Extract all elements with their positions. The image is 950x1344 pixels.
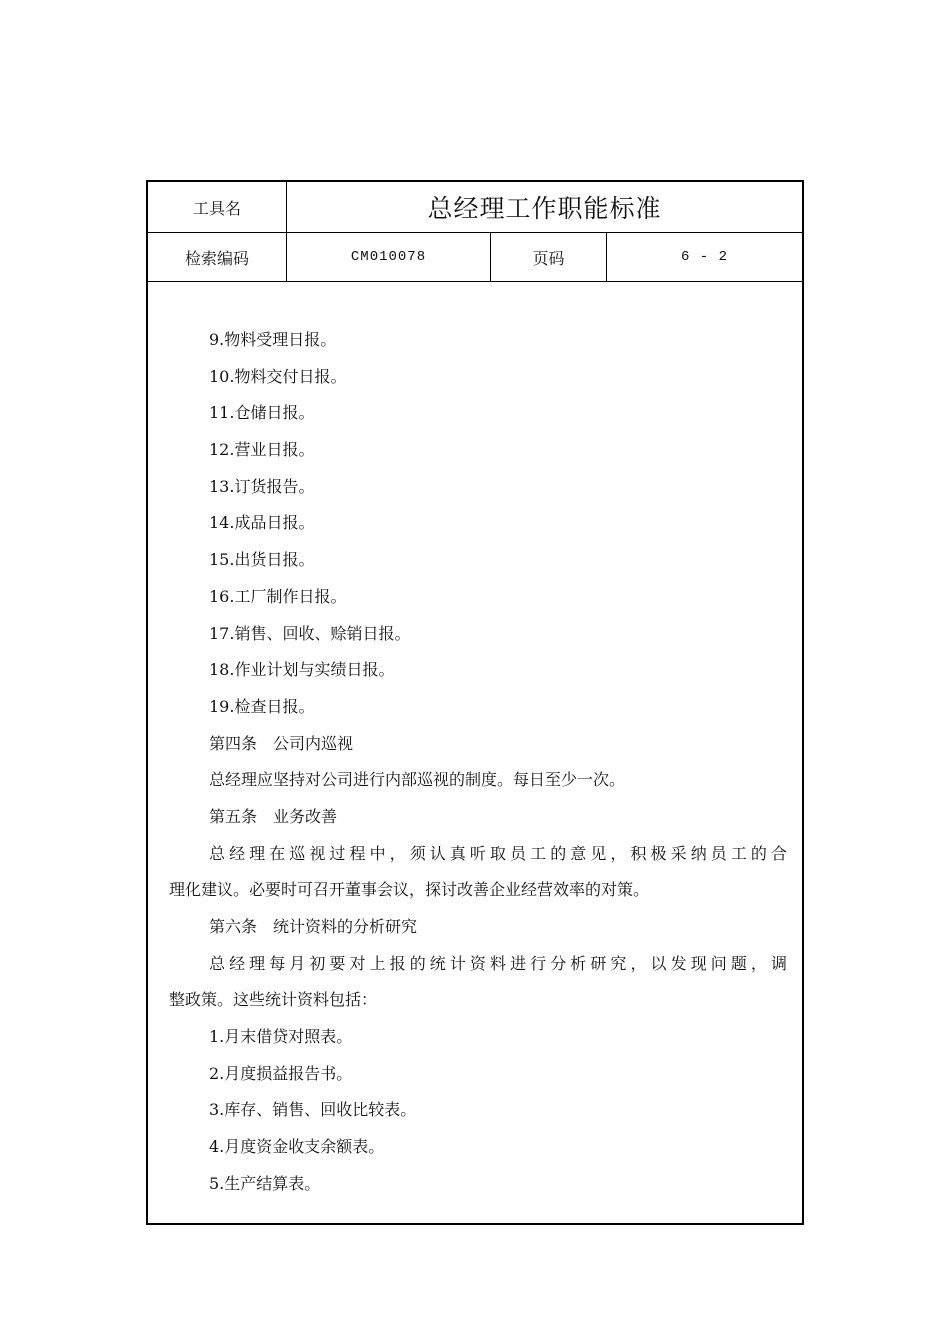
body-line: 14.成品日报。 (209, 513, 315, 533)
body-line: 16.工厂制作日报。 (209, 586, 347, 606)
page-value: 6 - 2 (680, 249, 728, 265)
page-label: 页码 (532, 248, 565, 268)
body-line: 总经理在巡视过程中，须认真听取员工的意见，积极采纳员工的合 (209, 843, 787, 863)
body-line: 18.作业计划与实绩日报。 (209, 660, 395, 680)
body-line: 19.检查日报。 (209, 696, 315, 716)
body-line: 3.库存、销售、回收比较表。 (209, 1100, 417, 1120)
body-line: 17.销售、回收、赊销日报。 (209, 623, 411, 643)
body-line: 总经理应坚持对公司进行内部巡视的制度。每日至少一次。 (209, 770, 626, 790)
document-body (169, 322, 787, 1203)
document-title: 总经理工作职能标准 (427, 194, 662, 223)
code-label: 检索编码 (184, 248, 249, 268)
body-line: 15.出货日报。 (209, 550, 315, 570)
code-value: CM010078 (350, 249, 427, 265)
document-table (146, 180, 804, 1225)
body-line: 第六条 统计资料的分析研究 (209, 917, 418, 936)
body-line: 总经理每月初要对上报的统计资料进行分析研究，以发现问题，调 (209, 953, 787, 973)
body-line: 第四条 公司内巡视 (209, 733, 354, 753)
body-line: 理化建议。必要时可召开董事会议，探讨改善企业经营效率的对策。 (169, 880, 650, 900)
body-line: 10.物料交付日报。 (209, 366, 347, 386)
body-line: 11.仓储日报。 (209, 403, 315, 423)
body-line: 13.订货报告。 (209, 476, 315, 496)
body-line: 12.营业日报。 (209, 440, 315, 460)
body-line: 第五条 业务改善 (209, 806, 338, 826)
row-divider (148, 281, 802, 282)
body-line: 2.月度损益报告书。 (209, 1063, 353, 1083)
body-line: 5.生产结算表。 (209, 1173, 321, 1193)
tool-name-label: 工具名 (192, 198, 241, 218)
body-line: 1.月末借贷对照表。 (209, 1027, 353, 1047)
body-line: 9.物料受理日报。 (209, 330, 337, 349)
body-line: 4.月度资金收支余额表。 (209, 1137, 385, 1157)
body-line: 整政策。这些统计资料包括： (169, 990, 378, 1010)
